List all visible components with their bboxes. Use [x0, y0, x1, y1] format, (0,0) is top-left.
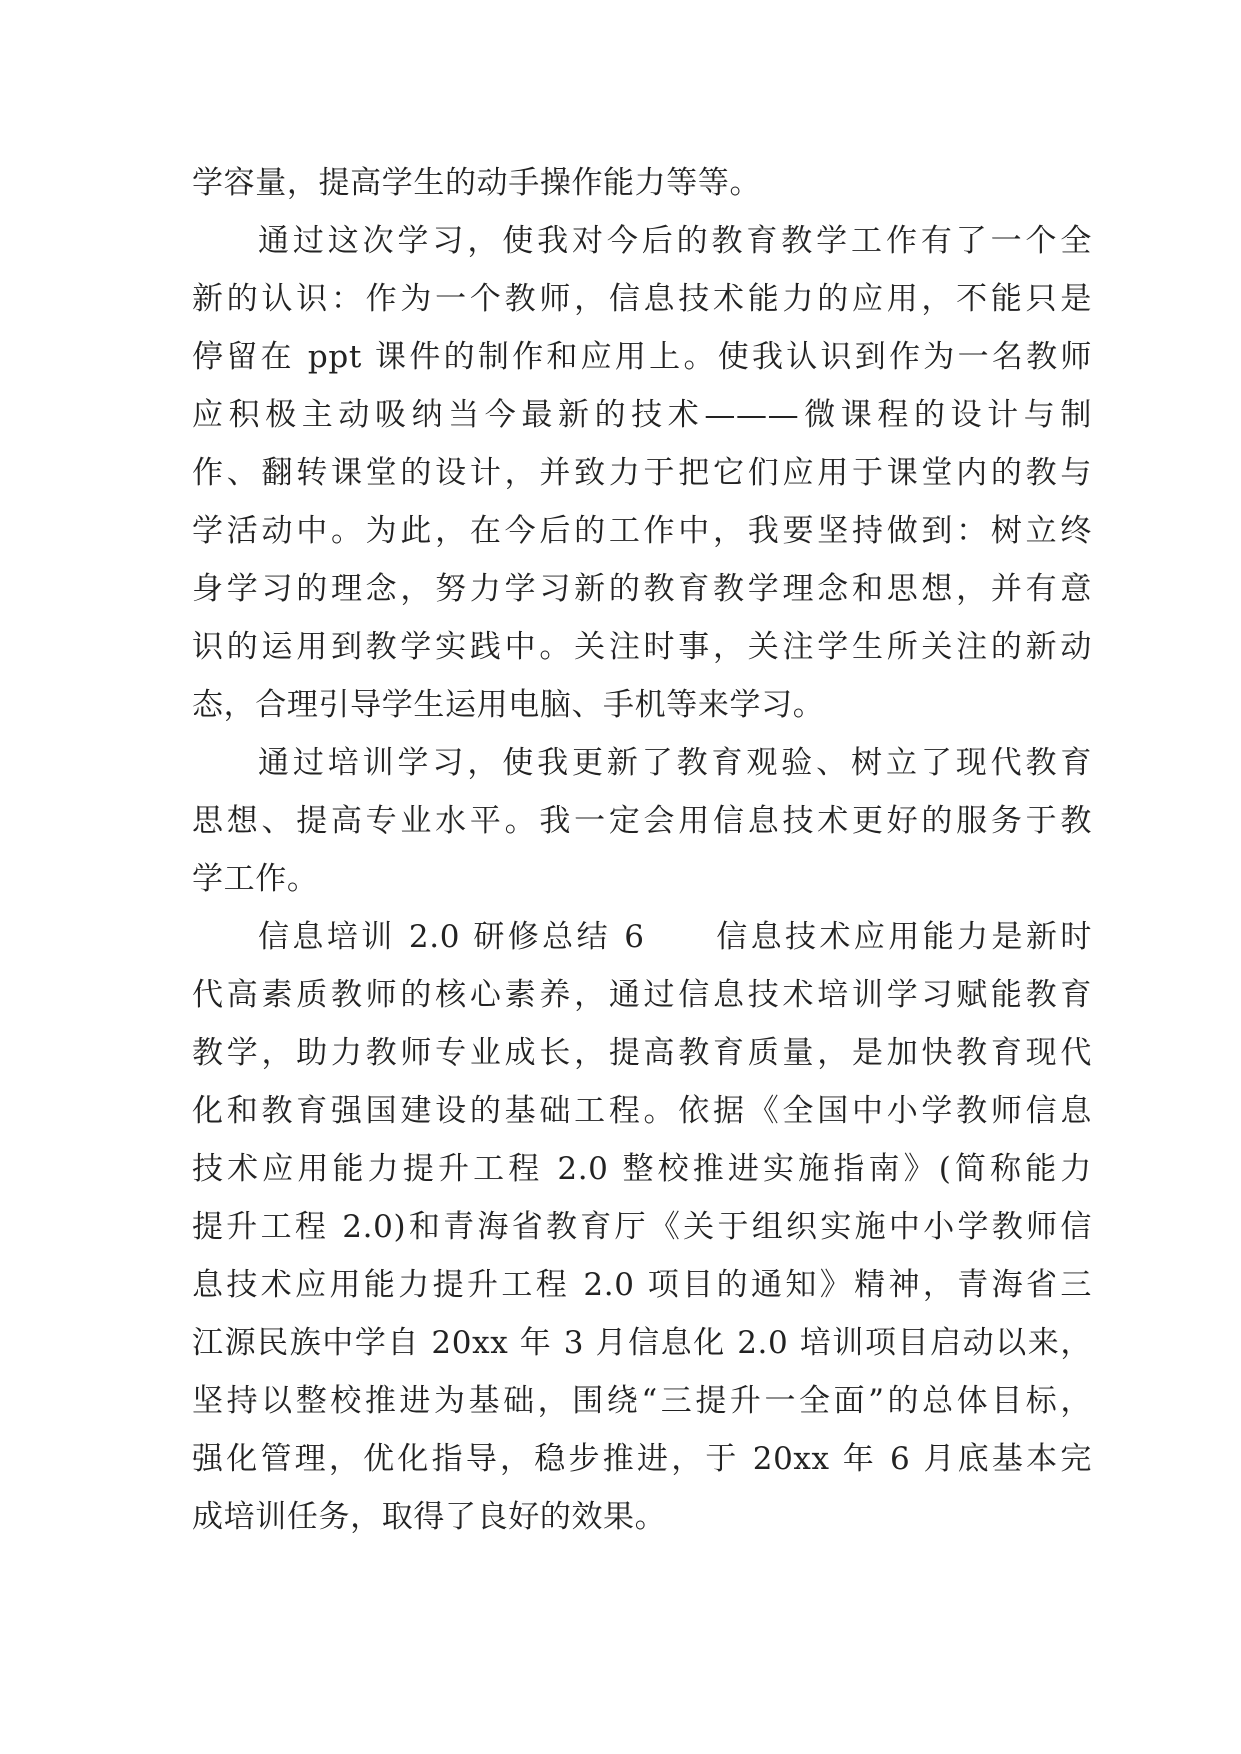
- text-line: 停留在 ppt 课件的制作和应用上。使我认识到作为一名教师: [192, 339, 1092, 375]
- text-line: 技术应用能力提升工程 2.0 整校推进实施指南》(简称能力: [192, 1151, 1092, 1187]
- text-line: 身学习的理念，努力学习新的教育教学理念和思想，并有意: [192, 571, 1092, 607]
- text-line: 态，合理引导学生运用电脑、手机等来学习。: [192, 687, 825, 723]
- text-line: 通过培训学习，使我更新了教育观验、树立了现代教育: [258, 745, 1092, 781]
- text-line: 应积极主动吸纳当今最新的技术———微课程的设计与制: [192, 397, 1092, 433]
- text-line: 坚持以整校推进为基础，围绕“三提升一全面”的总体目标，: [192, 1383, 1092, 1419]
- text-line: 息技术应用能力提升工程 2.0 项目的通知》精神，青海省三: [192, 1267, 1092, 1303]
- text-line: 学容量，提高学生的动手操作能力等等。: [192, 165, 762, 201]
- text-line: 学活动中。为此，在今后的工作中，我要坚持做到：树立终: [192, 513, 1092, 549]
- text-line: 信息培训 2.0 研修总结 6 信息技术应用能力是新时: [258, 919, 1092, 955]
- text-line: 成培训任务，取得了良好的效果。: [192, 1499, 667, 1535]
- text-line: 通过这次学习，使我对今后的教育教学工作有了一个全: [258, 223, 1092, 259]
- text-line: 强化管理，优化指导，稳步推进，于 20xx 年 6 月底基本完: [192, 1441, 1092, 1477]
- text-line: 代高素质教师的核心素养，通过信息技术培训学习赋能教育: [192, 977, 1092, 1013]
- body-text: [192, 154, 1092, 1546]
- text-line: 学工作。: [192, 861, 319, 897]
- text-line: 教学，助力教师专业成长，提高教育质量，是加快教育现代: [192, 1035, 1092, 1071]
- text-line: 思想、提高专业水平。我一定会用信息技术更好的服务于教: [192, 803, 1092, 839]
- text-line: 江源民族中学自 20xx 年 3 月信息化 2.0 培训项目启动以来，: [192, 1325, 1092, 1361]
- text-line: 识的运用到教学实践中。关注时事，关注学生所关注的新动: [192, 629, 1092, 665]
- text-line: 化和教育强国建设的基础工程。依据《全国中小学教师信息: [192, 1093, 1092, 1129]
- text-line: 新的认识：作为一个教师，信息技术能力的应用，不能只是: [192, 281, 1092, 317]
- text-line: 作、翻转课堂的设计，并致力于把它们应用于课堂内的教与: [192, 455, 1092, 491]
- text-line: 提升工程 2.0)和青海省教育厅《关于组织实施中小学教师信: [192, 1209, 1092, 1245]
